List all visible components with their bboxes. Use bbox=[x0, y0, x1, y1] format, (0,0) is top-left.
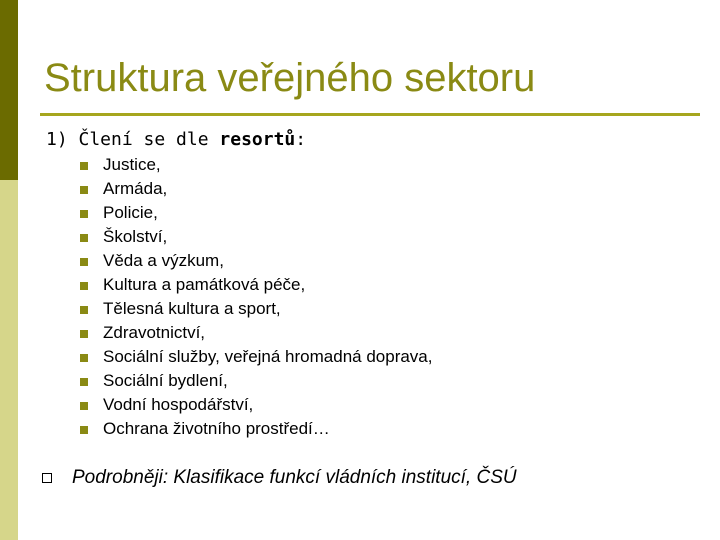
side-band-dark bbox=[0, 0, 18, 180]
list-item-text: Sociální služby, veřejná hromadná doprava, bbox=[103, 347, 433, 366]
list-item-text: Školství, bbox=[103, 227, 168, 246]
side-decoration-band bbox=[0, 0, 18, 540]
heading-prefix: 1) Člení se dle bbox=[46, 129, 220, 150]
square-bullet-icon bbox=[80, 210, 88, 218]
list-item-text: Věda a výzkum, bbox=[103, 251, 224, 270]
list-item-text: Kultura a památková péče, bbox=[103, 275, 306, 294]
heading-suffix: : bbox=[295, 129, 307, 150]
title-divider bbox=[40, 113, 700, 116]
more-info-text: Podrobněji: Klasifikace funkcí vládních institucí, ČSÚ bbox=[72, 467, 517, 488]
square-bullet-icon bbox=[80, 282, 88, 290]
square-bullet-icon bbox=[80, 234, 88, 242]
list-item-text: Zdravotnictví, bbox=[103, 323, 206, 342]
list-item-text: Ochrana životního prostředí… bbox=[103, 419, 330, 438]
hollow-square-bullet-icon bbox=[42, 473, 52, 483]
square-bullet-icon bbox=[80, 402, 88, 410]
list-item-text: Justice, bbox=[103, 155, 161, 174]
list-item-text: Vodní hospodářství, bbox=[103, 395, 254, 414]
slide-title: Struktura veřejného sektoru bbox=[44, 56, 536, 100]
section-heading bbox=[46, 129, 306, 150]
heading-bold-term: resortů bbox=[219, 129, 296, 150]
square-bullet-icon bbox=[80, 354, 88, 362]
square-bullet-icon bbox=[80, 306, 88, 314]
square-bullet-icon bbox=[80, 378, 88, 386]
square-bullet-icon bbox=[80, 162, 88, 170]
square-bullet-icon bbox=[80, 186, 88, 194]
list-item-text: Tělesná kultura a sport, bbox=[103, 299, 281, 318]
side-band-light bbox=[0, 180, 18, 540]
list-item-text: Armáda, bbox=[103, 179, 168, 198]
list-item-text: Sociální bydlení, bbox=[103, 371, 228, 390]
square-bullet-icon bbox=[80, 426, 88, 434]
square-bullet-icon bbox=[80, 330, 88, 338]
list-item-text: Policie, bbox=[103, 203, 158, 222]
square-bullet-icon bbox=[80, 258, 88, 266]
